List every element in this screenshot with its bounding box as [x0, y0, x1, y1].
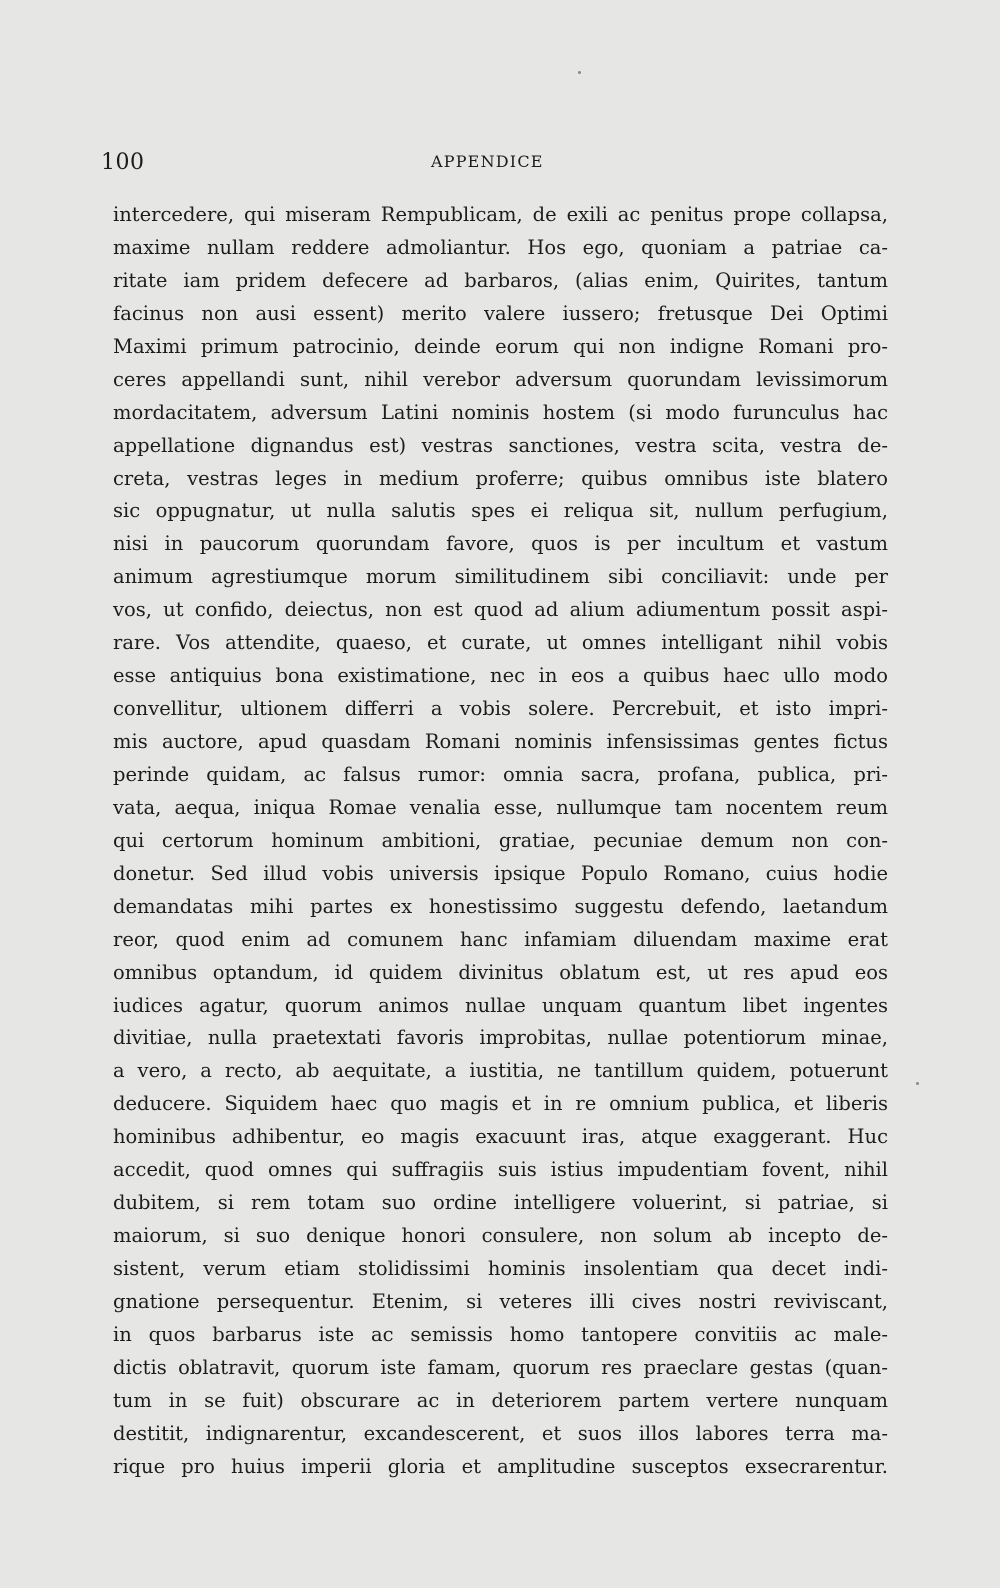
paper-speck: [578, 71, 581, 74]
text-line: Maximi primum patrocinio, deinde eorum qui non indigne Romani pro-: [113, 334, 888, 358]
text-line: intercedere, qui miseram Rempublicam, de exili ac penitus prope collapsa,: [113, 203, 888, 226]
text-line: rare. Vos attendite, quaeso, et curate, ut omnes intelligant nihil vobis: [113, 631, 888, 655]
text-line: divitiae, nulla praetextati favoris improbitas, nullae potentiorum minae,: [113, 1026, 888, 1050]
text-line: vos, ut confido, deiectus, non est quod ad alium adiumentum possit aspi-: [113, 598, 888, 622]
page-header: [101, 150, 881, 180]
text-line: a vero, a recto, ab aequitate, a iustitia, ne tantillum quidem, potuerunt: [113, 1059, 888, 1083]
text-line: iudices agatur, quorum animos nullae unquam quantum libet ingentes: [113, 993, 888, 1017]
text-line: gnatione persequentur. Etenim, si veteres illi cives nostri reviviscant,: [113, 1289, 888, 1313]
text-line: perinde quidam, ac falsus rumor: omnia sacra, profana, publica, pri-: [113, 762, 888, 786]
text-line: mis auctore, apud quasdam Romani nominis infensissimas gentes fictus: [113, 730, 888, 753]
text-line: dubitem, si rem totam suo ordine intelligere voluerint, si patriae, si: [113, 1191, 888, 1215]
text-line: animum agrestiumque morum similitudinem sibi conciliavit: unde per: [113, 565, 888, 589]
body-text: [113, 199, 888, 1484]
text-line: maiorum, si suo denique honori consulere, non solum ab incepto de-: [113, 1224, 888, 1248]
text-line: sistent, verum etiam stolidissimi hominis insolentiam qua decet indi-: [113, 1257, 888, 1280]
text-line: accedit, quod omnes qui suffragiis suis istius impudentiam fovent, nihil: [113, 1158, 888, 1182]
text-line: ritate iam pridem defecere ad barbaros, (alias enim, Quirites, tantum: [113, 268, 888, 292]
running-head: APPENDICE: [431, 152, 544, 171]
text-line: maxime nullam reddere admoliantur. Hos ego, quoniam a patriae ca-: [113, 235, 888, 259]
text-line: nisi in paucorum quorundam favore, quos is per incultum et vastum: [113, 532, 888, 556]
text-line: in quos barbarus iste ac semissis homo tantopere convitiis ac male-: [113, 1322, 888, 1346]
text-line: ceres appellandi sunt, nihil verebor adversum quorundam levissimorum: [113, 367, 888, 391]
text-line: dictis oblatravit, quorum iste famam, quorum res praeclare gestas (quan-: [113, 1355, 888, 1379]
text-line: hominibus adhibentur, eo magis exacuunt iras, atque exaggerant. Huc: [113, 1125, 888, 1149]
text-line: donetur. Sed illud vobis universis ipsique Populo Romano, cuius hodie: [113, 861, 888, 885]
text-line: esse antiquius bona existimatione, nec in eos a quibus haec ullo modo: [113, 664, 888, 688]
text-line: sic oppugnatur, ut nulla salutis spes ei reliqua sit, nullum perfugium,: [113, 499, 888, 523]
text-line: convellitur, ultionem differri a vobis solere. Percrebuit, et isto impri-: [113, 697, 888, 721]
text-line: appellatione dignandus est) vestras sanctiones, vestra scita, vestra de-: [113, 433, 888, 457]
paper-speck: [916, 1082, 919, 1085]
text-line: vata, aequa, iniqua Romae venalia esse, nullumque tam nocentem reum: [113, 795, 888, 819]
text-line: deducere. Siquidem haec quo magis et in re omnium publica, et liberis: [113, 1092, 888, 1116]
text-line: mordacitatem, adversum Latini nominis hostem (si modo furunculus hac: [113, 400, 888, 424]
text-line: tum in se fuit) obscurare ac in deteriorem partem vertere nunquam: [113, 1388, 888, 1412]
text-line: destitit, indignarentur, excandescerent, et suos illos labores terra ma-: [113, 1421, 888, 1445]
text-line: qui certorum hominum ambitioni, gratiae, pecuniae demum non con-: [113, 828, 888, 852]
text-line: reor, quod enim ad comunem hanc infamiam diluendam maxime erat: [113, 927, 888, 951]
text-line: facinus non ausi essent) merito valere iussero; fretusque Dei Optimi: [113, 301, 888, 325]
page-number: 100: [101, 150, 145, 175]
text-line: rique pro huius imperii gloria et amplitudine susceptos exsecrarentur.: [113, 1454, 888, 1478]
text-line: omnibus optandum, id quidem divinitus oblatum est, ut res apud eos: [113, 960, 888, 984]
text-line: demandatas mihi partes ex honestissimo suggestu defendo, laetandum: [113, 894, 888, 918]
text-line: creta, vestras leges in medium proferre; quibus omnibus iste blatero: [113, 466, 888, 490]
